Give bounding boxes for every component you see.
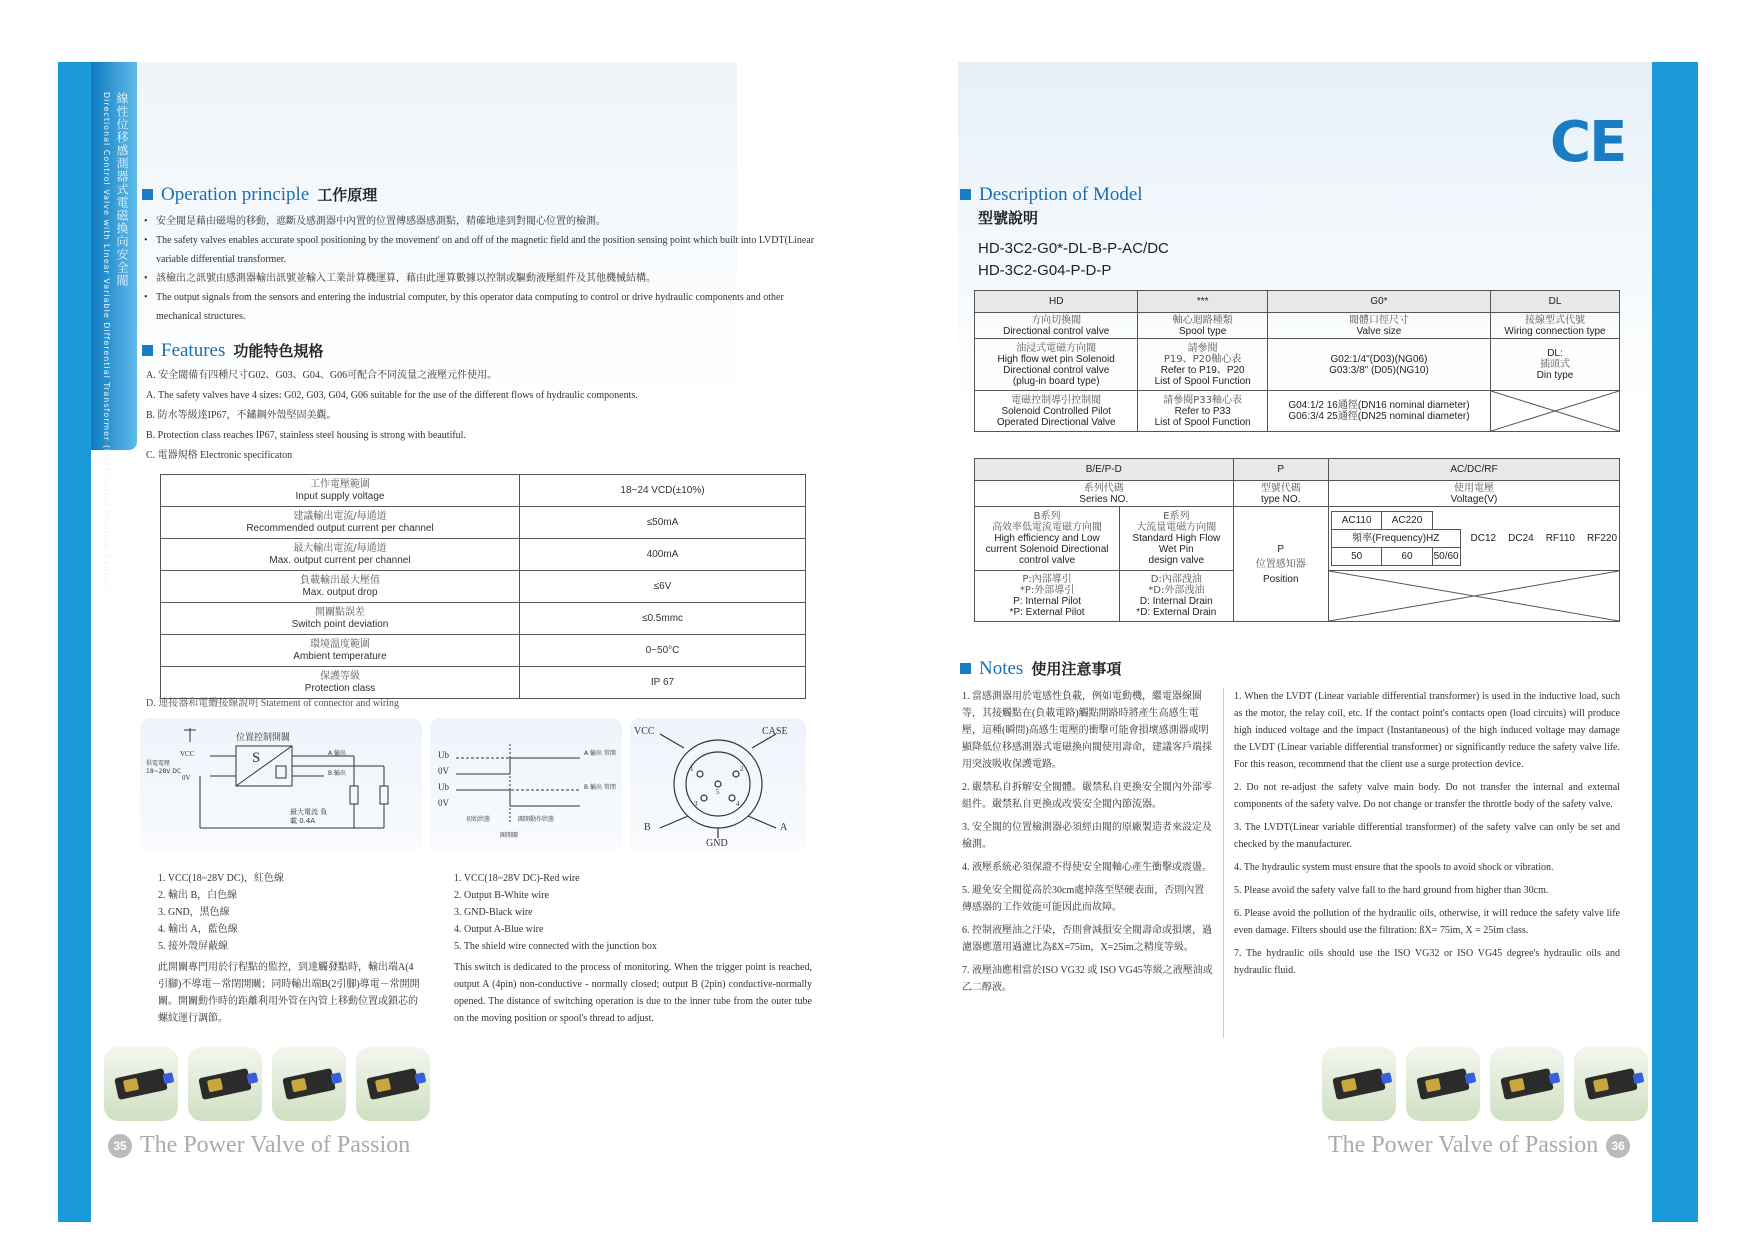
- pinout-vcc: VCC: [634, 726, 655, 737]
- notes-title-en: Notes: [979, 658, 1024, 679]
- spec-value: 0~50°C: [520, 635, 806, 667]
- t1-cell: 方向切換閥 Directional control valve: [975, 313, 1138, 339]
- dc-voltage: DC12: [1470, 533, 1497, 544]
- notes-divider: [1223, 688, 1224, 1038]
- spine-title-zh: 線性位移感測器式電磁換向安全閥: [115, 92, 129, 287]
- spec-label: 最大輸出電流/每通道 Max. output current per channel: [161, 539, 520, 571]
- t2-pilot: P:內部導引 *P:外部導引 P: Internal Pilot *P: External Pilot: [975, 571, 1120, 622]
- t1-cell: G04:1/2 16通徑(DN16 nominal diameter) G06:3/4 25通徑(DN25 nominal diameter): [1267, 391, 1490, 432]
- operation-bullet: • 安全閥是藉由磁場的移動，遮斷及感測器中內置的位置傳感器感測點，精確地達到對閥心位置的檢測。: [144, 212, 824, 231]
- operation-bullets: [144, 212, 824, 326]
- t2-crossed-cell: [1328, 571, 1619, 622]
- pinout-case: CASE: [762, 726, 788, 737]
- timing-switch-label: 閥開關: [500, 832, 519, 839]
- diagram1-switch-s: S: [252, 750, 261, 766]
- spec-value: 18~24 VCD(±10%): [520, 475, 806, 507]
- note-zh: 1. 當感測器用於電感性負載，例如電動機，繼電器線圈等，其接觸點在(負載電路)觸點開路時將產生高感生電壓，這種(瞬間)高感生電壓的衝擊可能會損壞感測器或明顯降低位移感測器式電磁換向閥使用壽命，建議客戶端採用突波吸收保護電路。: [962, 691, 1212, 770]
- connector-pinout-diagram: [630, 718, 806, 852]
- note-en: 3. The LVDT(Linear variable differential transformer) of the safety valve can only be set and checked by the manufacturer.: [1234, 822, 1620, 850]
- spec-row: [161, 507, 806, 539]
- model-table-1: [974, 290, 1620, 432]
- brochure-spread: [58, 62, 1698, 1222]
- footer-slogan-left: The Power Valve of Passion: [140, 1132, 411, 1158]
- t2-p-code: P 位置感知器 Position: [1233, 507, 1328, 622]
- t1-cell: 軸心迴路種類 Spool type: [1138, 313, 1268, 339]
- pinout-a: A: [780, 822, 788, 833]
- spec-value: ≤6V: [520, 571, 806, 603]
- footer-right: [1328, 1132, 1630, 1159]
- wiring-en-item: 4. Output A-Blue wire: [454, 924, 544, 935]
- wiring-en-item: 1. VCC(18~28V DC)-Red wire: [454, 873, 580, 884]
- t1-cell: 請參閱P33軸心表 Refer to P33 List of Spool Function: [1138, 391, 1268, 432]
- t2-b-series: B系列 高效率低電流電磁方向閥 High efficiency and Low current Solenoid Directional control valve: [975, 507, 1120, 571]
- cross-out-icon: [1329, 571, 1619, 621]
- square-bullet-icon: [960, 189, 971, 200]
- t1-header: ***: [1138, 291, 1268, 313]
- notes-zh-list: [962, 688, 1214, 1002]
- product-thumbnail: [356, 1047, 430, 1121]
- spec-row: [161, 539, 806, 571]
- wiring-zh-item: 5. 接外殼屏蔽線: [158, 941, 228, 952]
- spec-row: [161, 571, 806, 603]
- features-line: C. 電器規格 Electronic specificaton: [146, 450, 293, 461]
- diagram1-b-output: B 輸出: [328, 770, 347, 777]
- timing-ub2: Ub: [438, 782, 449, 792]
- notes-en-list: [1234, 688, 1620, 985]
- features-line: B. 防水等級達IP67，不鏽鋼外殼堅固美觀。: [146, 410, 337, 421]
- model-heading: [960, 184, 1143, 206]
- wiring-zh-item: 3. GND，黑色線: [158, 907, 230, 918]
- product-thumbnail: [104, 1047, 178, 1121]
- pin-number: 1: [690, 765, 694, 773]
- timing-ov1: 0V: [438, 766, 449, 776]
- wiring-en-item: 2. Output B-White wire: [454, 890, 549, 901]
- diagram1-zero: 0V: [182, 774, 191, 782]
- pinout-gnd: GND: [706, 838, 728, 849]
- square-bullet-icon: [960, 663, 971, 674]
- spec-label: 開關點誤差 Switch point deviation: [161, 603, 520, 635]
- voltage-ac-table: [1331, 511, 1461, 566]
- spec-value: ≤0.5mmc: [520, 603, 806, 635]
- t2-header: P: [1233, 459, 1328, 481]
- rf-voltage: RF110: [1545, 533, 1575, 544]
- pin-number: 4: [736, 800, 740, 808]
- note-en: 1. When the LVDT (Linear variable differential transformer) is used in the inductive load, such as the motor, the relay coil, etc. If the contact point's contacts open (load circuits) will produce high induced voltage and the impact (Instantaneous) of the high induced voltage may damage the LVDT (Linear variable differential transformer) or significantly reduce the safety valve life. For this reason, recommend that the client use a surge protection device.: [1234, 691, 1620, 770]
- model-code-2: HD-3C2-G04-P-D-P: [978, 262, 1112, 279]
- note-en: 4. The hydraulic system must ensure that the spools to avoid shock or vibration.: [1234, 862, 1554, 873]
- ac-voltage: AC110: [1331, 512, 1381, 530]
- note-zh: 7. 液壓油應相當於ISO VG32 或 ISO VG45等級之液壓油或乙二醇液。: [962, 965, 1213, 993]
- spec-row: [161, 603, 806, 635]
- features-line: A. The safety valves have 4 sizes: G02, G03, G04, G06 suitable for the use of the different flows of hydraulic components.: [146, 390, 638, 401]
- cross-out-icon: [1491, 391, 1619, 431]
- pinout-b: B: [644, 822, 651, 833]
- pin-number: 5: [716, 788, 720, 796]
- frequency-label: 頻率(Frequency)HZ: [1331, 530, 1460, 548]
- wiring-list-en: [454, 870, 812, 1027]
- t2-header: AC/DC/RF: [1328, 459, 1619, 481]
- operation-heading: [142, 184, 377, 206]
- hz-value: 60: [1382, 548, 1432, 566]
- spec-label: 保護等級 Protection class: [161, 667, 520, 699]
- wiring-list-zh: [158, 870, 438, 1027]
- product-thumbnail: [272, 1047, 346, 1121]
- timing-b-output: B 輸出 常閉: [584, 784, 616, 791]
- spec-label: 環境溫度範圍 Ambient temperature: [161, 635, 520, 667]
- wiring-zh-item: 4. 輸出 A，藍色線: [158, 924, 238, 935]
- timing-ov2: 0V: [438, 798, 449, 808]
- t2-voltage-grid: [1328, 507, 1619, 571]
- timing-ub1: Ub: [438, 750, 449, 760]
- dc-voltage: DC24: [1508, 533, 1534, 544]
- spec-value: 400mA: [520, 539, 806, 571]
- t1-cell: 閥體口徑尺寸 Valve size: [1267, 313, 1490, 339]
- diagram1-title: 位置控制開關: [236, 733, 291, 743]
- t2-cell: 型號代碼 type NO.: [1233, 481, 1328, 507]
- operation-title-zh: 工作原理: [317, 186, 378, 204]
- connector-title: D. 連接器和電纜接線說明 Statement of connector and wiring: [146, 698, 400, 709]
- model-title-zh: 型號說明: [978, 209, 1039, 227]
- notes-heading: [960, 658, 1121, 680]
- note-en: 5. Please avoid the safety valve fall to the hard ground from higher than 30cm.: [1234, 885, 1549, 896]
- t1-cell: 請參閱 P19、P20軸心表 Refer to P19、P20 List of Spool Function: [1138, 339, 1268, 391]
- t1-cell: DL: 插頭式 Din type: [1490, 339, 1619, 391]
- ac-voltage: AC220: [1382, 512, 1432, 530]
- square-bullet-icon: [142, 189, 153, 200]
- operation-title-en: Operation principle: [161, 184, 310, 205]
- spec-label: 工作電壓範圍 Input supply voltage: [161, 475, 520, 507]
- product-thumbnail: [1406, 1047, 1480, 1121]
- spec-value: ≤50mA: [520, 507, 806, 539]
- note-zh: 6. 控制液壓油之汙染，否則會減損安全閥壽命或損壞，過濾器應選用過濾比為ßX=75im，X=25im之精度等級。: [962, 925, 1212, 953]
- t1-crossed-cell: [1490, 391, 1619, 432]
- left-blue-border: [58, 62, 91, 1222]
- spine-title: [98, 92, 130, 590]
- t1-cell: 電磁控制導引控制閥 Solenoid Controlled Pilot Operated Directional Valve: [975, 391, 1138, 432]
- operation-bullet: • 該檢出之訊號由感測器輸出訊號並輸入工業計算機運算，藉由此運算數據以控制或驅動液壓組件及其他機械結構。: [144, 269, 824, 288]
- note-en: 2. Do not re-adjust the safety valve main body. Do not transfer the internal and external components of the safety valve. Do not change or transfer the throttle body of the safety valve.: [1234, 782, 1620, 810]
- operation-bullet: • The output signals from the sensors and entering the industrial computer, by this operator data computing to control or drive hydraulic components and other mechanical structures.: [144, 288, 824, 326]
- notes-title-zh: 使用注意事項: [1031, 660, 1122, 678]
- spec-row: [161, 475, 806, 507]
- electronic-spec-table: [160, 474, 806, 699]
- footer-left: [108, 1132, 410, 1159]
- footer-slogan-right: The Power Valve of Passion: [1328, 1132, 1599, 1158]
- page-number-left: 35: [108, 1134, 132, 1158]
- model-code-1: HD-3C2-G0*-DL-B-P-AC/DC: [978, 240, 1169, 257]
- wiring-zh-item: 2. 輸出 B，白色線: [158, 890, 238, 901]
- diagram1-a-output: A 輸出: [328, 750, 347, 757]
- wiring-en-item: 3. GND-Black wire: [454, 907, 533, 918]
- note-en: 6. Please avoid the pollution of the hydraulic oils, otherwise, it will reduce the safety valve life even damage. Filters should use the filtration: ßX= 75im, X = 25im class.: [1234, 908, 1620, 936]
- spec-value: IP 67: [520, 667, 806, 699]
- page-number-right: 36: [1606, 1134, 1630, 1158]
- features-line: A. 安全閥備有四種尺寸G02、G03、G04、G06可配合不同流量之液壓元件使用。: [146, 370, 498, 381]
- wiring-circuit-diagram: [140, 718, 422, 852]
- model-title-en: Description of Model: [979, 184, 1143, 205]
- features-line: B. Protection class reaches IP67, stainless steel housing is strong with beautiful.: [146, 430, 466, 441]
- operation-bullet: • The safety valves enables accurate spool positioning by the movement' on and off of the magnetic field and the position sensing point which built into LVDT(Linear variable differential transformer.: [144, 231, 824, 269]
- wiring-zh-paragraph: 此開關專門用於行程點的監控，到達觸發點時，輸出端A(4引腳)不導電－常閉開關；同時輸出端B(2引腳)導電－常開開關。開關動作時的距離利用外管在內管上移動位置或鎖芯的螺紋運行調節。: [158, 962, 420, 1024]
- note-zh: 3. 安全閥的位置檢測器必須經由閥的原廠製造者來設定及檢測。: [962, 822, 1212, 850]
- t2-cell: 使用電壓 Voltage(V): [1328, 481, 1619, 507]
- product-thumbnail: [1490, 1047, 1564, 1121]
- product-thumbnail: [1574, 1047, 1648, 1121]
- timing-active-state: 閥開動作狀態: [518, 816, 555, 823]
- wiring-en-paragraph: This switch is dedicated to the process of monitoring. When the trigger point is reached, output A (4pin) non-conductive - normally closed; output B (2pin) conductive-normally opened. The distance of switching operation is due to the inner tube from the outer tube on the moving position or spool's thread to adjust.: [454, 962, 812, 1024]
- timing-a-output: A 輸出 常開: [584, 750, 616, 757]
- t1-cell: 接線型式代號 Wiring connection type: [1490, 313, 1619, 339]
- t1-cell: G02:1/4"(D03)(NG06) G03:3/8" (D05)(NG10): [1267, 339, 1490, 391]
- t2-drain: D:內部洩油 *D:外部洩油 D: Internal Drain *D: External Drain: [1120, 571, 1233, 622]
- spec-label: 建議輸出電流/每通道 Recommended output current per channel: [161, 507, 520, 539]
- model-table-2: [974, 458, 1620, 622]
- timing-initial-state: 初始狀態: [466, 816, 491, 823]
- features-title-zh: 功能特色規格: [233, 342, 324, 360]
- t2-header: B/E/P-D: [975, 459, 1234, 481]
- square-bullet-icon: [142, 345, 153, 356]
- rf-voltage: RF220: [1586, 533, 1617, 544]
- features-heading: [142, 340, 323, 362]
- wiring-en-item: 5. The shield wire connected with the junction box: [454, 941, 657, 952]
- note-zh: 5. 避免安全閥從高於30cm處掉落至堅硬表面，否則內置傳感器的工作效能可能因此而故障。: [962, 885, 1205, 913]
- note-zh: 4. 液壓系統必須保證不得使安全閥軸心產生衝擊或震盪。: [962, 862, 1212, 873]
- spec-row: [161, 635, 806, 667]
- t2-e-series: E系列 大流量電磁方向閥 Standard High Flow Wet Pin design valve: [1120, 507, 1233, 571]
- wiring-zh-item: 1. VCC(18~28V DC)，紅色線: [158, 873, 284, 884]
- timing-diagram: [430, 718, 622, 852]
- t1-header: HD: [975, 291, 1138, 313]
- spec-label: 負載輸出最大壓值 Max. output drop: [161, 571, 520, 603]
- diagram1-supply: 供電電壓 18~28V DC: [146, 760, 182, 775]
- diagram1-vcc: VCC: [180, 750, 195, 758]
- t1-header: G0*: [1267, 291, 1490, 313]
- pin-number: 3: [694, 800, 698, 808]
- note-zh: 2. 嚴禁私自拆解安全閥體。嚴禁私自更換安全閥內外部零組件。嚴禁私自更換或改裝安全閥內節流器。: [962, 782, 1212, 810]
- right-blue-border: [1652, 62, 1698, 1222]
- note-en: 7. The hydraulic oils should use the ISO VG32 or ISO VG45 degree's hydraulic oils and hydraulic fluid.: [1234, 948, 1620, 976]
- diagram1-max-current: 最大電流 負載 0.4A: [290, 808, 328, 825]
- hz-value: 50/60: [1432, 548, 1460, 566]
- t1-cell: 油浸式電磁方向閥 High flow wet pin Solenoid Directional control valve (plug-in board type): [975, 339, 1138, 391]
- pin-number: 2: [740, 765, 744, 773]
- hz-value: 50: [1331, 548, 1381, 566]
- features-title-en: Features: [161, 340, 226, 361]
- product-thumbnail: [188, 1047, 262, 1121]
- features-lines: [146, 366, 826, 466]
- product-thumbnail: [1322, 1047, 1396, 1121]
- spine-title-en: Directional Control Valve with Linear Variable Differential Transformer (LVDT) Valve Position Control: [102, 92, 111, 590]
- ce-mark-icon: CE: [1550, 110, 1626, 175]
- t2-cell: 系列代碼 Series NO.: [975, 481, 1234, 507]
- t1-header: DL: [1490, 291, 1619, 313]
